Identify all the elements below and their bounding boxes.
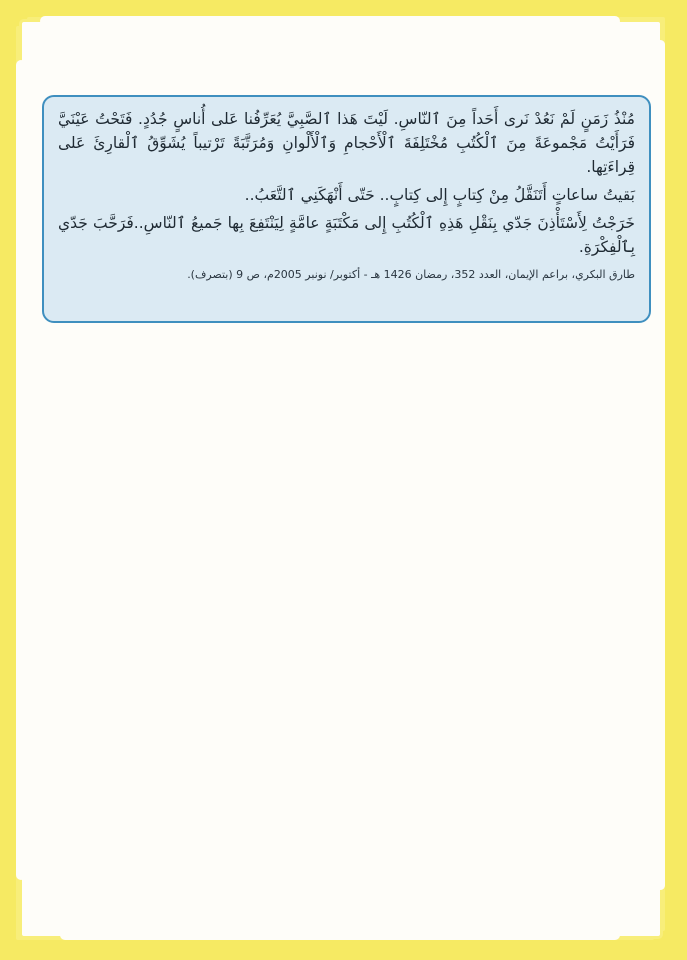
paper-edge-bottom (60, 930, 620, 940)
passage-paragraph-1: مُنْذُ زَمَنٍ لَمْ نَعُدْ نَرى أَحَداً مِنَ ٱلنّاسِ. لَيْتَ هَذا ٱلصَّبِيَّ يُعَرِّفُنا عَلى أُناسٍ جُدُدٍ. فَتَحْتُ عَيْنَيَّ فَرَأَيْتُ مَجْموعَةً مِنَ ٱلْكُتُبِ مُخْتَلِفَةَ ٱلْأَحْجامِ وَٱلْأَلْوانِ وَمُرَتَّبَةً تَرْتيباً يُشَوِّقُ ٱلْقارِئَ عَلى قِراءَتِها. (58, 110, 635, 176)
paper-edge-top (40, 16, 620, 26)
reading-passage-box (42, 95, 651, 323)
paper-edge-left (16, 60, 26, 880)
passage-paragraph-3: خَرَجْتُ لِأَسْتَأْذِنَ جَدّي بِنَقْلِ هَذِهِ ٱلْكُتُبِ إِلى مَكْتَبَةٍ عامَّةٍ لِيَنْتَفِعَ بِها جَميعُ ٱلنّاسِ..فَرَحَّبَ جَدّي بِٱلْفِكْرَةِ. (58, 214, 635, 256)
passage-source-citation: طارق البكري، براعم الإيمان، العدد 352، رمضان 1426 هـ - أكتوبر/ نونبر 2005م، ص 9 (بتصرف). (187, 268, 635, 281)
passage-paragraph-2: بَقيتُ ساعاتٍ أَتَنَقَّلُ مِنْ كِتابٍ إِلى كِتابٍ.. حَتّى أَنْهَكَنِي ٱلتَّعَبُ.. (244, 186, 635, 204)
paper-edge-right (656, 40, 665, 890)
